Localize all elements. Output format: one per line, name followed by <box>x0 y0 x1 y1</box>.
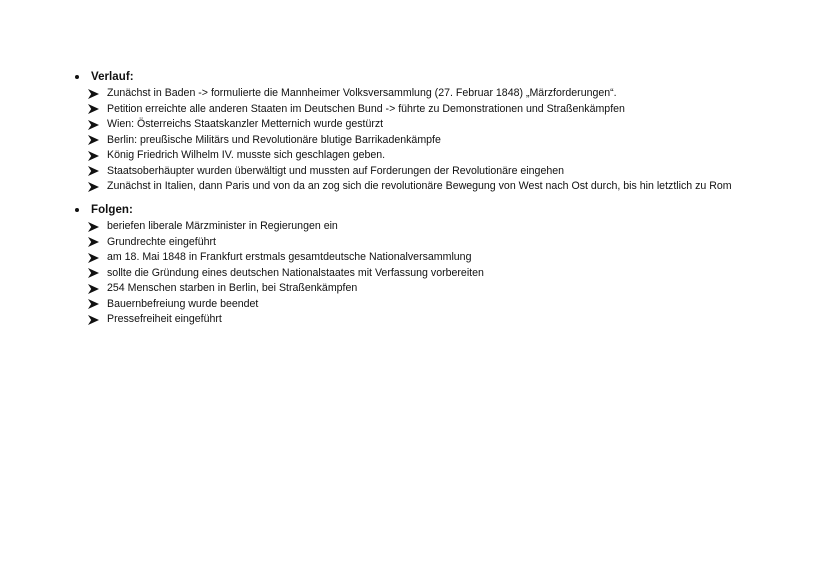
arrowhead-bullet-icon <box>88 284 99 294</box>
list-item <box>88 179 812 195</box>
list-item <box>88 148 812 164</box>
arrowhead-bullet-icon <box>88 315 99 325</box>
arrowhead-bullet-icon <box>88 135 99 145</box>
list-item <box>88 250 812 266</box>
list-item-text: sollte die Gründung eines deutschen Nationalstaates mit Verfassung vorbereiten <box>107 266 484 279</box>
section-folgen <box>72 201 812 328</box>
section-heading <box>72 201 812 219</box>
arrowhead-bullet-icon <box>88 237 99 247</box>
item-list <box>88 219 812 328</box>
arrowhead-bullet-icon <box>88 151 99 161</box>
list-item <box>88 117 812 133</box>
list-item <box>88 164 812 180</box>
list-item-text: Staatsoberhäupter wurden überwältigt und mussten auf Forderungen der Revolutionäre eingehen <box>107 164 565 177</box>
list-item-text: Wien: Österreichs Staatskanzler Metternich wurde gestürzt <box>107 118 384 130</box>
list-item-text: Zunächst in Baden -> formulierte die Mannheimer Volksversammlung (27. Februar 1848) „Märzforderungen“. <box>107 87 617 99</box>
list-item-text: König Friedrich Wilhelm IV. musste sich geschlagen geben. <box>107 149 386 161</box>
list-item <box>88 235 812 251</box>
arrowhead-bullet-icon <box>88 120 99 130</box>
list-item <box>88 219 812 235</box>
list-item <box>88 102 812 118</box>
list-item <box>88 281 812 297</box>
arrowhead-bullet-icon <box>88 104 99 114</box>
list-item <box>88 266 812 282</box>
list-item <box>88 86 812 102</box>
list-item-text: Pressefreiheit eingeführt <box>107 313 222 325</box>
list-item-text: Petition erreichte alle anderen Staaten im Deutschen Bund -> führte zu Demonstrationen und Straßenkämpfen <box>107 102 625 115</box>
list-item-text: Bauernbefreiung wurde beendet <box>107 297 259 310</box>
bullet-dot-icon <box>75 75 79 79</box>
item-list <box>88 86 812 195</box>
list-item-text: beriefen liberale Märzminister in Regierungen ein <box>107 220 338 232</box>
list-item <box>88 312 812 328</box>
list-item-text: Berlin: preußische Militärs und Revolutionäre blutige Barrikadenkämpfe <box>107 133 441 146</box>
list-item-text: 254 Menschen starben in Berlin, bei Straßenkämpfen <box>107 282 358 294</box>
list-item-text: am 18. Mai 1848 in Frankfurt erstmals gesamtdeutsche Nationalversammlung <box>107 251 472 263</box>
arrowhead-bullet-icon <box>88 268 99 278</box>
arrowhead-bullet-icon <box>88 166 99 176</box>
section-verlauf <box>72 68 812 195</box>
arrowhead-bullet-icon <box>88 253 99 263</box>
section-title: Verlauf: <box>91 71 134 83</box>
arrowhead-bullet-icon <box>88 182 99 192</box>
arrowhead-bullet-icon <box>88 222 99 232</box>
bullet-dot-icon <box>75 208 79 212</box>
arrowhead-bullet-icon <box>88 89 99 99</box>
list-item-text: Zunächst in Italien, dann Paris und von da an zog sich die revolutionäre Bewegung von West nach Ost durch, bis hin letztlich zu Rom <box>107 180 732 192</box>
list-item-text: Grundrechte eingeführt <box>107 235 216 248</box>
list-item <box>88 133 812 149</box>
section-heading <box>72 68 812 86</box>
list-item <box>88 297 812 313</box>
section-title: Folgen: <box>91 204 133 216</box>
arrowhead-bullet-icon <box>88 299 99 309</box>
